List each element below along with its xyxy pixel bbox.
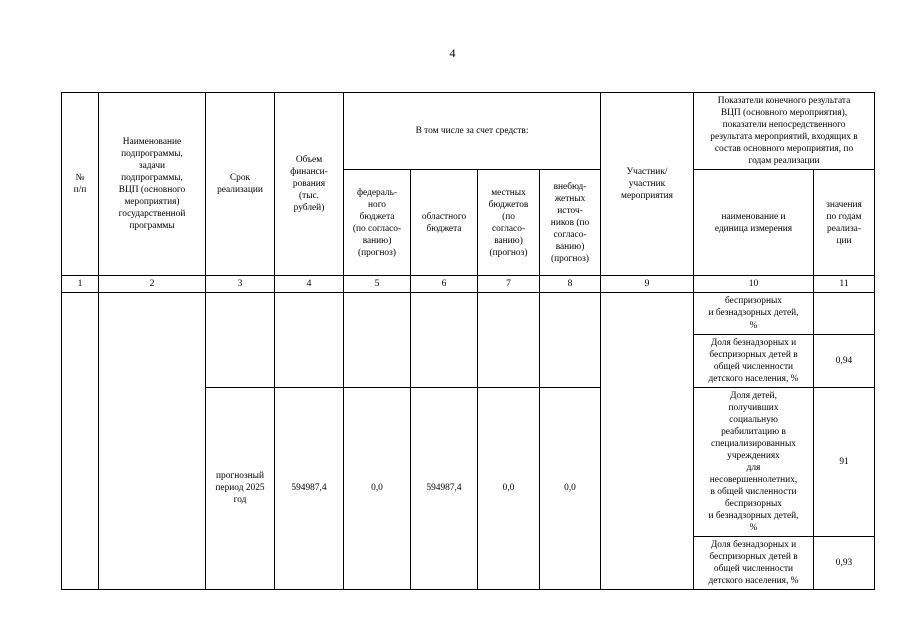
- column-number: 9: [601, 276, 694, 293]
- federal-cell: 0,0: [344, 387, 411, 590]
- indicator-name: Доля детей, получивших социальную реабилитацию в специализированных учреждениях для несовершеннолетних, в общей численности беспризорных и безнадзорных детей, %: [694, 387, 814, 536]
- header-federal: федераль- ного бюджета (по согласо- ванию) (прогноз): [344, 170, 411, 276]
- indicator-value: 0,93: [814, 537, 875, 590]
- indicator-value: 0,94: [814, 334, 875, 387]
- indicator-name: Доля безнадзорных и беспризорных детей в общей численности детского населения, %: [694, 334, 814, 387]
- column-number: 6: [411, 276, 478, 293]
- cell-period-empty: [206, 293, 275, 387]
- header-number: № п/п: [62, 93, 99, 276]
- indicator-value-empty: [814, 293, 875, 334]
- header-sources-group: В том числе за счет средств:: [344, 93, 601, 170]
- header-participant: Участник/ участник мероприятия: [601, 93, 694, 276]
- column-number: 3: [206, 276, 275, 293]
- header-period: Срок реализации: [206, 93, 275, 276]
- cell-number-empty: [62, 293, 99, 590]
- cell-name-empty: [99, 293, 206, 590]
- header-regional: областного бюджета: [411, 170, 478, 276]
- header-indicators-group: Показатели конечного результата ВЦП (основного мероприятия), показатели непосредственного результата мероприятий, входящих в состав основного мероприятия, по годам реализации: [694, 93, 875, 170]
- page-number: 4: [449, 46, 456, 60]
- column-number: 4: [275, 276, 344, 293]
- header-row-1: [62, 93, 875, 170]
- extrabudget-cell: 0,0: [540, 387, 601, 590]
- cell-extra-empty: [540, 293, 601, 387]
- period-cell: прогнозный период 2025 год: [206, 387, 275, 590]
- volume-cell: 594987,4: [275, 387, 344, 590]
- column-number: 1: [62, 276, 99, 293]
- cell-local-empty: [478, 293, 540, 387]
- header-indicator-value: значения по годам реализа- ции: [814, 170, 875, 276]
- program-table: [61, 92, 875, 590]
- column-numbers-row: [62, 276, 875, 293]
- header-volume: Объем финанси- рования (тыс. рублей): [275, 93, 344, 276]
- column-number: 7: [478, 276, 540, 293]
- table-row: [62, 293, 875, 334]
- local-cell: 0,0: [478, 387, 540, 590]
- cell-regional-empty: [411, 293, 478, 387]
- indicator-value: 91: [814, 387, 875, 536]
- cell-federal-empty: [344, 293, 411, 387]
- header-extrabudget: внебюд- жетных источ- ников (по согласо- ванию) (прогноз): [540, 170, 601, 276]
- column-number: 8: [540, 276, 601, 293]
- header-local: местных бюджетов (по согласо- ванию) (прогноз): [478, 170, 540, 276]
- header-indicator-name: наименование и единица измерения: [694, 170, 814, 276]
- cell-participant-empty: [601, 293, 694, 590]
- cell-volume-empty: [275, 293, 344, 387]
- header-name: Наименование подпрограммы, задачи подпрограммы, ВЦП (основного мероприятия) государственной программы: [99, 93, 206, 276]
- regional-cell: 594987,4: [411, 387, 478, 590]
- column-number: 5: [344, 276, 411, 293]
- column-number: 11: [814, 276, 875, 293]
- column-number: 10: [694, 276, 814, 293]
- indicator-name: Доля безнадзорных и беспризорных детей в общей численности детского населения, %: [694, 537, 814, 590]
- column-number: 2: [99, 276, 206, 293]
- indicator-name: беспризорных и безнадзорных детей, %: [694, 293, 814, 334]
